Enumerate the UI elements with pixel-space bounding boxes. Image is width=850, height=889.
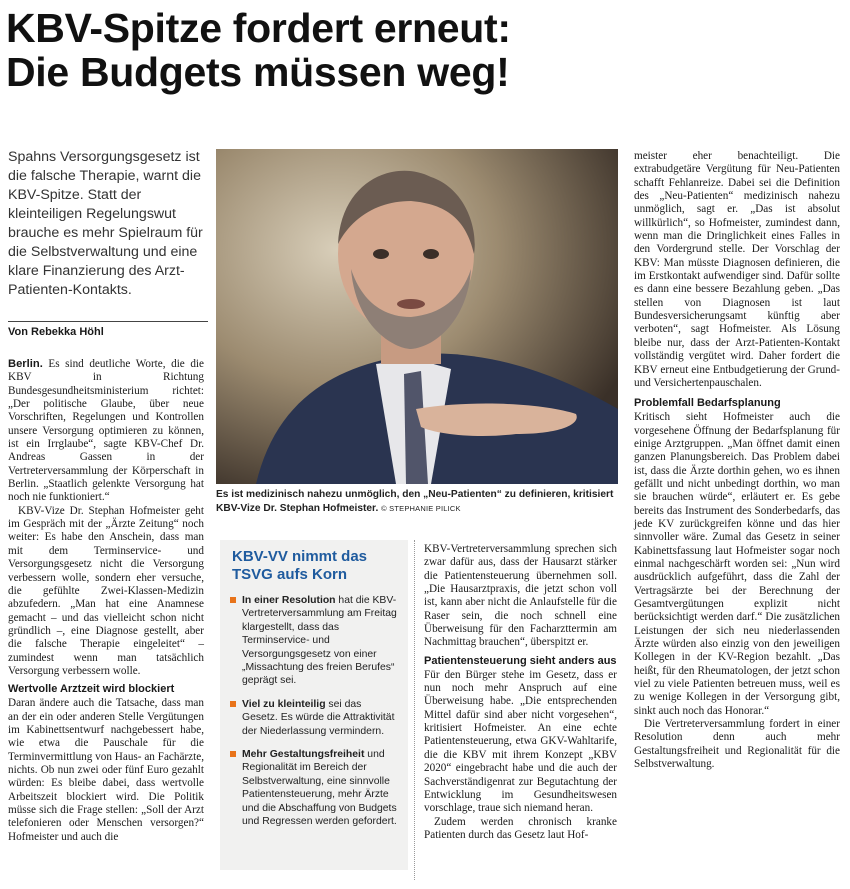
subheading: Problemfall Bedarfsplanung	[634, 397, 781, 410]
photo-credit: © STEPHANIE PILICK	[381, 504, 461, 513]
paragraph: Die Vertreterversammlung fordert in einer Resolution denn auch mehr Gestaltungsfreiheit und Regionalität für die Selbstverwaltung.	[634, 718, 840, 771]
photo-caption	[216, 488, 621, 516]
info-box	[220, 540, 408, 870]
paragraph: KBV-Vize Dr. Stephan Hofmeister geht im Gespräch mit der „Ärzte Zeitung“ noch weiter: Es habe den Anschein, dass man mit dem Terminservice- und Versorgungsgesetz nicht die Versorgung verbessern wolle, sondern eher versuche, die gefühlte Zwei-Klassen-Medizin abzufedern. „Man hat eine Anamnese gemacht – und das vielleicht schon nicht gründlich –, eine Diagnose gestellt, aber die falsche Therapie eingeleitet“ – zumindest wenn man tatsächlich Versorgung verbessern wolle.	[8, 504, 204, 677]
bullet-square-icon	[230, 701, 236, 707]
subheading: Wertvolle Arztzeit wird blockiert	[8, 683, 175, 696]
bullet-square-icon	[230, 751, 236, 757]
paragraph: Kritisch sieht Hofmeister auch die vorgesehene Öffnung der Bedarfsplanung für einige Arztgruppen. „Man öffnet damit einen ganzen Planungsbereich. Das Problem dabei ist, dass die Ärzte dorthin gehen, wo es ihnen gefällt und nicht unbedingt dorthin, wo man sie brauchen würde“, erläutert er. Es gebe bereits das Instrument des Sonderbedarfs, das jede KV zurückgreifen könne und das hier sinnvoller wäre. Zumal das Gesetz in seiner Kabinettsfassung laut Hofmeister sogar noch einmal nachgeschärft worden sei: „Nun wird ausdrücklich aufgeführt, dass die Zahl der Vertragsärzte bei der Berechnung der Gesamtvergütungen explizit nicht berücksichtigt werden darf.“ Die zusätzlichen Leistungen der sich neu niederlassenden Ärzte würden also einzig von den jeweiligen Kollegen in der KV-Region bezahlt. „Das heißt, für den Rheumatologen, der jetzt schon viel zu viele Patienten betreuen muss, weil es zu wenige Kollegen in der Versorgung gibt, sinkt auch noch das Honorar.“	[634, 411, 840, 717]
portrait-photo	[216, 149, 618, 484]
article-headline	[6, 6, 846, 94]
author-byline: Von Rebekka Höhl	[8, 326, 104, 338]
item-lead: Mehr Gestaltungsfreiheit	[242, 749, 365, 761]
item-lead: In einer Resolution	[242, 595, 336, 606]
article-column-3	[424, 543, 617, 842]
paragraph: KBV-Vertreterversammlung sprechen sich zwar dafür aus, dass der Hausarzt stärker die Patientensteuerung übernehmen soll. „Die Hausarztpraxis, die jetzt schon voll ist, kann aber nicht die Anlaufstelle für die Raser sein, die noch schnell eine Überweisung für den Facharzttermin am Nachmittag brauchen“, überspitzt er.	[424, 543, 617, 649]
person-illustration	[216, 149, 618, 484]
column-divider	[414, 540, 415, 880]
article-column-4	[634, 150, 840, 771]
headline-line-1: KBV-Spitze fordert erneut:	[6, 5, 511, 51]
info-box-title: KBV-VV nimmt das TSVG aufs Korn	[232, 548, 368, 583]
paragraph: meister eher benachteiligt. Die extrabudgetäre Vergütung für Neu-Patienten schafft Fehlanreize. Dabei sei die Definition des „Neu-Patienten“ medizinisch nahezu unmöglich, sagt er. „Das ist absolut willkürlich“, so Hofmeister, zumindest dann, wenn man die Dringlichkeit eines Falles in den Vordergrund stelle. Der Vorschlag der KBV: Man müsste Diagnosen definieren, die im Erstkontakt aufwendiger sind. Dafür sollte es dann eine bessere Bezahlung geben. „Das stellen von Diagnosen ist laut Bundesversicherungsamt künftig aber verboten“, sagt Hofmeister. Als Lösung bleibe nur, dass der Arzt-Patienten-Kontakt vollständig vergütet wird. Daher fordert die KBV erneut eine Entbudgetierung der Grund- und Versichertenpauschalen.	[634, 150, 840, 389]
bullet-square-icon	[230, 597, 236, 603]
paragraph: Daran ändere auch die Tatsache, dass man an der ein oder anderen Stelle Vergütungen im Kabinettsentwurf nachgebessert habe, wie etwa die Pauschale für die Terminvermittlung von Haus- an Fachärzte, nichts. Ob nun zwei oder fünf Euro gezahlt würden: Es bleibe dabei, dass wertvolle Arbeitszeit blockiert wird. Die Politik müsse sich die Frage stellen: „Soll der Arzt telefonieren oder Menschen versorgen?“ Hofmeister und auch die	[8, 697, 204, 843]
paragraph-text: Es sind deutliche Worte, die die KBV in Richtung Bundesgesundheitsministerium richtet: „Der politische Glaube, über neue Vorschriften, Regelungen und Kontrollen unsere Versorgung optimieren zu können, ist ein Irrglaube“, sagte KBV-Chef Dr. Andreas Gassen in der Vertreterversammlung der Körperschaft in Berlin. „Staatlich gelenkte Versorgung hat noch nie funktioniert.“	[8, 358, 204, 504]
dateline: Berlin.	[8, 358, 43, 370]
info-box-item	[242, 748, 400, 828]
info-box-item	[242, 594, 400, 688]
paragraph	[8, 358, 204, 505]
caption-text: Es ist medizinisch nahezu unmöglich, den „Neu-Patienten“ zu definieren, kritisiert KBV-Vize Dr. Stephan Hofmeister.	[216, 489, 614, 514]
paragraph: Zudem werden chronisch kranke Patienten durch das Gesetz laut Hof-	[424, 815, 617, 841]
article-column-1	[8, 358, 204, 844]
teaser-divider	[8, 321, 208, 322]
item-text: und Regionalität im Bereich der Selbstverwaltung, eine sinnvolle Patientensteuerung, mehr Ärzte und die Abschaffung von Budgets und Regressen werden gefordert.	[242, 749, 397, 828]
item-text: sei das Gesetz. Es würde die Attraktivität der Niederlassung vermindern.	[242, 698, 395, 737]
article-teaser: Spahns Versorgungsgesetz ist die falsche Therapie, warnt die KBV-Spitze. Statt der kleinteiligen Regelungswut brauche es mehr Spielraum für die Selbstverwaltung und eine klare Finanzierung des Arzt-Patienten-Kontakts.	[8, 149, 203, 298]
subheading: Patientensteuerung sieht anders aus	[424, 654, 617, 667]
headline-line-2: Die Budgets müssen weg!	[6, 49, 510, 95]
paragraph: Für den Bürger stehe im Gesetz, dass er nun noch mehr Anspruch auf eine Überweisung habe. „Die entsprechenden Mittel dafür sind aber nicht vorgesehen“, kritisiert Hofmeister. An eine echte Patientensteuerung, etwa GKV-Wahltarife, die die KBV mit ihrem Konzept „KBV 2020“ eingebracht habe und die auch der Sachverständigenrat zur Begutachtung der Entwicklung im Gesundheitswesen vorschlage, traue sich niemand heran.	[424, 668, 617, 815]
item-text: hat die KBV-Vertreterversammlung am Freitag klargestellt, dass das Terminservice- und Versorgungsgesetz von einer „Missachtung des freien Berufes“ geprägt sei.	[242, 595, 397, 687]
item-lead: Viel zu kleinteilig	[242, 698, 326, 710]
info-box-item	[242, 698, 400, 738]
